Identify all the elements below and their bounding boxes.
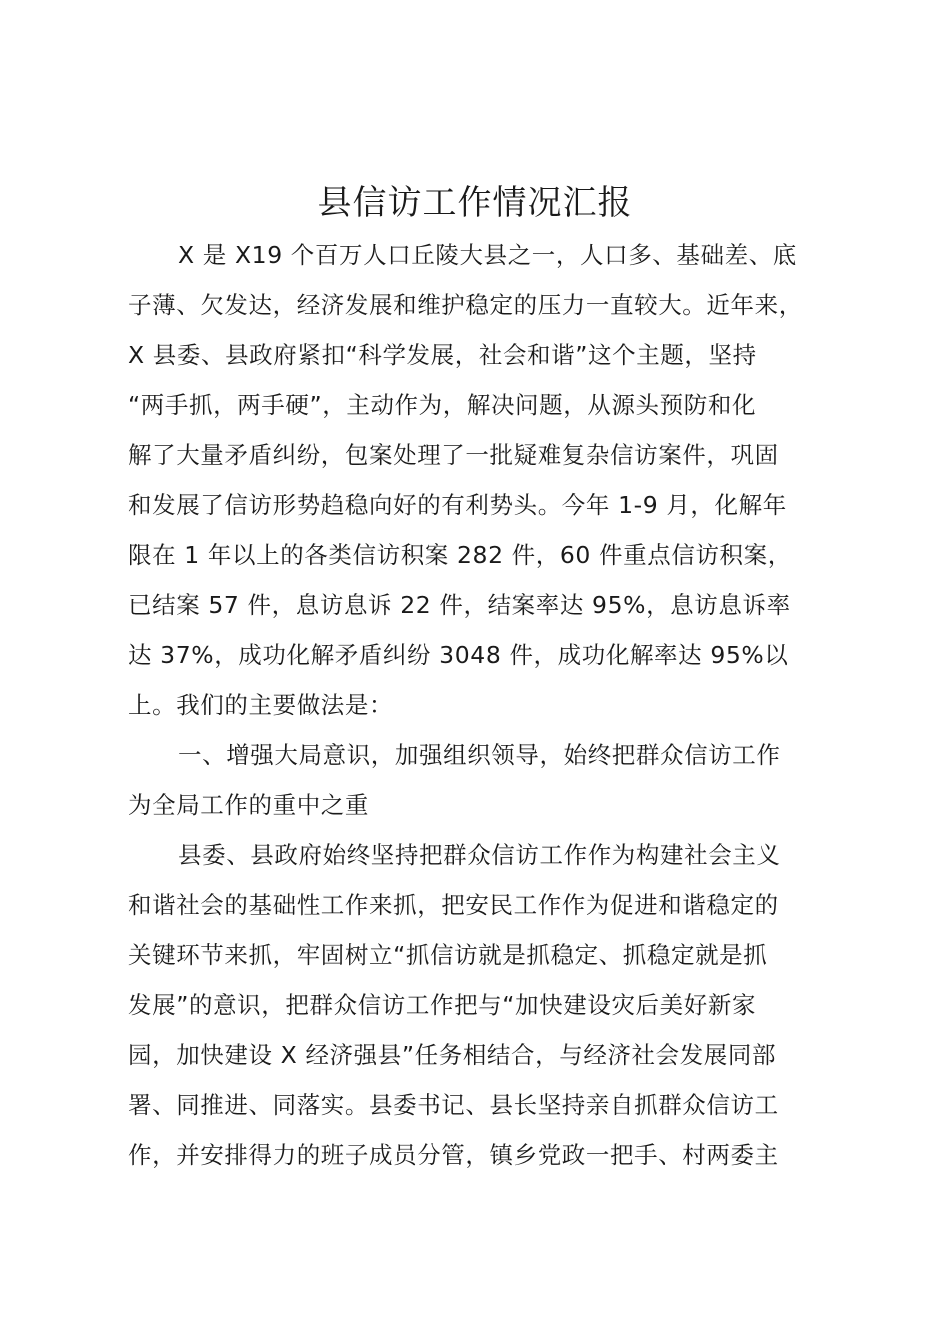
paragraph-line: 园，加快建设 X 经济强县”任务相结合，与经济社会发展同部 <box>128 1041 777 1069</box>
paragraph-line: 关键环节来抓，牢固树立“抓信访就是抓稳定、抓稳定就是抓 <box>128 941 768 969</box>
section-heading-line: 为全局工作的重中之重 <box>128 791 369 819</box>
paragraph-line: 作，并安排得力的班子成员分管，镇乡党政一把手、村两委主 <box>128 1141 779 1169</box>
paragraph-line: 和发展了信访形势趋稳向好的有利势头。今年 1-9 月，化解年 <box>128 491 787 519</box>
paragraph-line: 发展”的意识，把群众信访工作把与“加快建设灾后美好新家 <box>128 991 757 1019</box>
paragraph-line: 达 37%，成功化解矛盾纠纷 3048 件，成功化解率达 95%以 <box>128 641 789 669</box>
paragraph-line: X 是 X19 个百万人口丘陵大县之一，人口多、基础差、底 <box>178 241 797 269</box>
section-heading-line: 一、增强大局意识，加强组织领导，始终把群众信访工作 <box>178 741 781 769</box>
paragraph-line: “两手抓，两手硬”，主动作为，解决问题，从源头预防和化 <box>128 391 757 419</box>
document-title: 县信访工作情况汇报 <box>317 183 633 223</box>
paragraph-line: 署、同推进、同落实。县委书记、县长坚持亲自抓群众信访工 <box>128 1091 779 1119</box>
paragraph-line: 限在 1 年以上的各类信访积案 282 件，60 件重点信访积案， <box>128 541 792 569</box>
paragraph-line: 县委、县政府始终坚持把群众信访工作作为构建社会主义 <box>178 841 781 869</box>
paragraph-line: 上。我们的主要做法是： <box>128 691 394 719</box>
paragraph-line: 和谐社会的基础性工作来抓，把安民工作作为促进和谐稳定的 <box>128 891 779 919</box>
paragraph-line: 解了大量矛盾纠纷，包案处理了一批疑难复杂信访案件，巩固 <box>128 441 779 469</box>
paragraph-line: X 县委、县政府紧扣“科学发展，社会和谐”这个主题，坚持 <box>128 341 757 369</box>
paragraph-line: 已结案 57 件，息访息诉 22 件，结案率达 95%，息访息诉率 <box>128 591 791 619</box>
paragraph-line: 子薄、欠发达，经济发展和维护稳定的压力一直较大。近年来， <box>128 291 803 319</box>
